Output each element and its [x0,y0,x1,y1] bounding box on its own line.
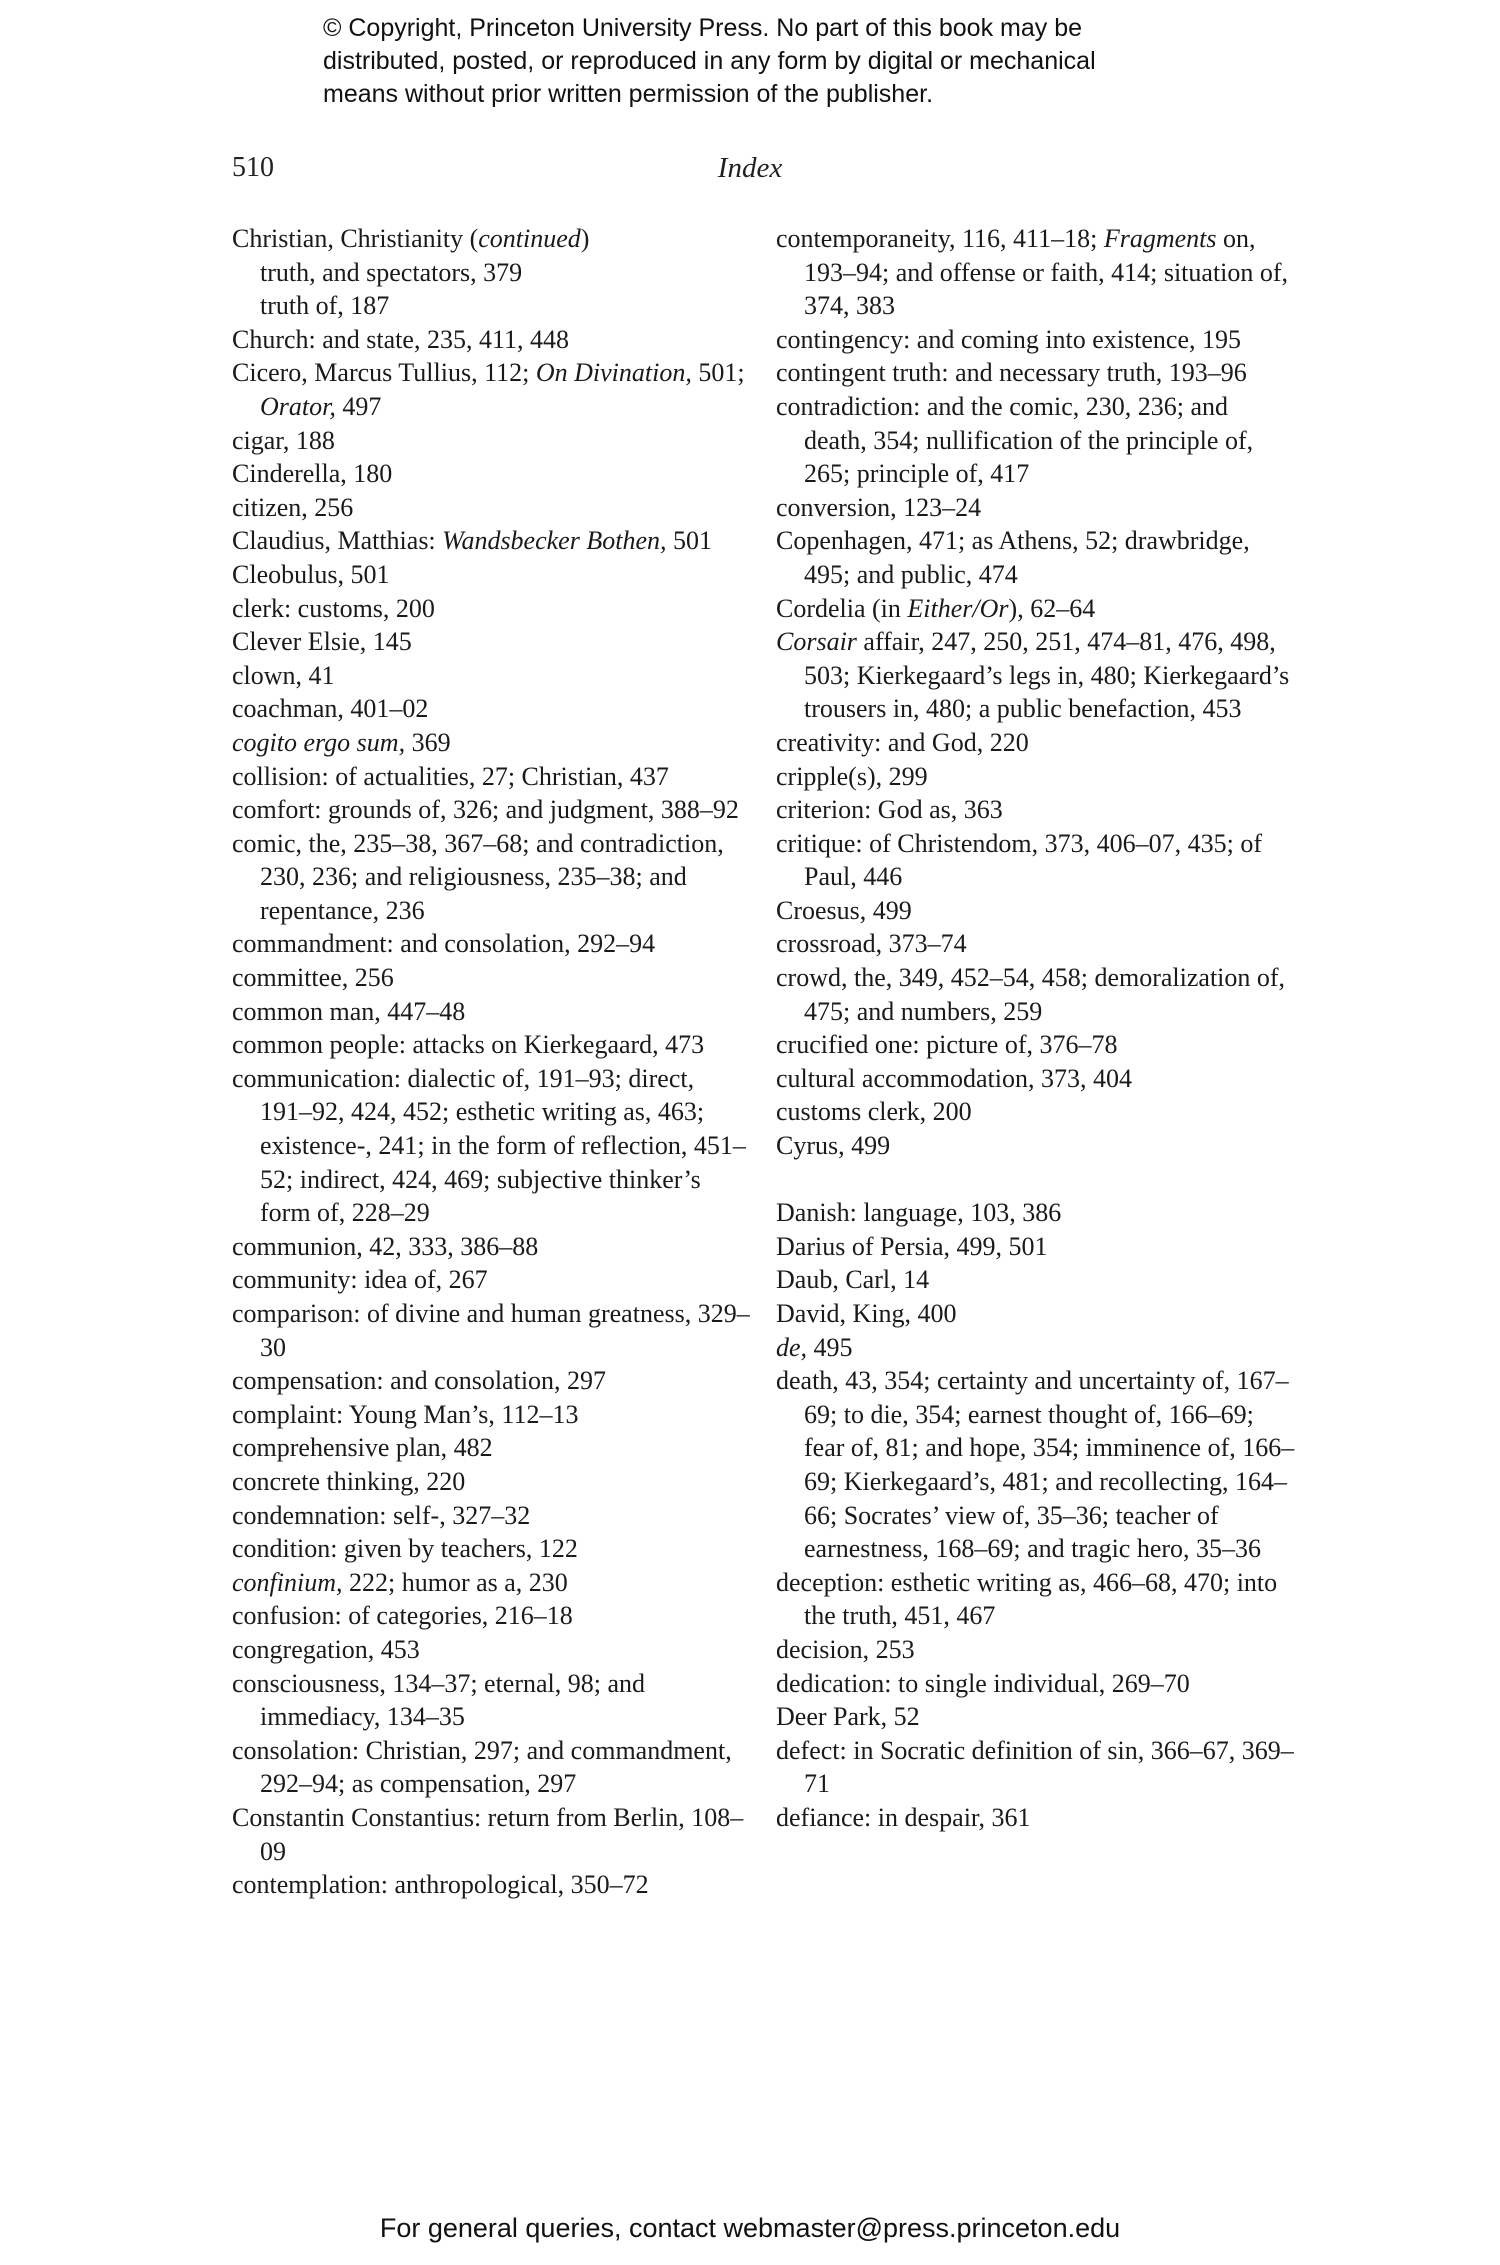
index-text: defect: in Socratic definition of sin, 366–67, 369–71 [776,1735,1294,1799]
index-text: comfort: grounds of, 326; and judgment, 388–92 [232,795,739,825]
running-head: Index [717,152,783,184]
index-column-right [776,222,1296,1835]
index-entry [776,726,1296,760]
index-text: ) [580,224,590,253]
index-text: coachman, 401–02 [232,694,429,724]
index-text: Danish: language, 103, 386 [776,1198,1062,1228]
index-text: 495 [807,1332,853,1362]
index-text: Clever Elsie, 145 [232,627,412,657]
index-entry [776,625,1296,726]
index-entry [776,1062,1296,1096]
index-text: consolation: Christian, 297; and commandment, 292–94; as compensation, 297 [232,1735,732,1799]
index-entry [776,1095,1296,1129]
index-text: complaint: Young Man’s, 112–13 [232,1399,579,1429]
index-text: confusion: of categories, 216–18 [232,1601,573,1631]
index-entry [776,760,1296,794]
index-entry [776,356,1296,390]
index-text: Cyrus, 499 [776,1131,891,1161]
index-entry [232,222,752,256]
index-text: concrete thinking, 220 [232,1466,466,1496]
index-entry [776,1297,1296,1331]
index-entry [232,726,752,760]
index-text: cripple(s), 299 [776,761,928,791]
index-text: crucified one: picture of, 376–78 [776,1030,1118,1060]
index-text: compensation: and consolation, 297 [232,1366,607,1396]
index-text: comprehensive plan, 482 [232,1433,493,1463]
index-text: Cicero, Marcus Tullius, 112; [232,358,536,388]
index-text: critique: of Christendom, 373, 406–07, 435; of Paul, 446 [776,828,1263,892]
index-entry [232,524,752,558]
index-entry [232,1801,752,1868]
index-entry [776,961,1296,1028]
copyright-notice [323,12,1323,111]
index-text: affair, 247, 250, 251, 474–81, 476, 498, 503; Kierkegaard’s legs in, 480; Kierkegaard’s trousers in, 480; a public benefaction, 453 [804,627,1290,724]
index-text: 369 [405,727,451,757]
index-entry [232,995,752,1029]
index-entry [232,1465,752,1499]
index-entry [232,558,752,592]
copyright-line: distributed, posted, or reproduced in any form by digital or mechanical [323,47,1096,75]
index-entry [776,1364,1296,1566]
index-text: Copenhagen, 471; as Athens, 52; drawbridge, 495; and public, 474 [776,526,1250,589]
index-entry [232,1364,752,1398]
index-entry [232,1062,752,1230]
index-entry [232,1499,752,1533]
index-text: common people: attacks on Kierkegaard, 473 [232,1030,705,1060]
index-text: Church: and state, 235, 411, 448 [232,324,569,354]
index-entry [776,1028,1296,1062]
index-text: cigar, 188 [232,425,335,455]
index-text: decision, 253 [776,1634,915,1664]
index-entry [776,1196,1296,1230]
index-text: death, 43, 354; certainty and uncertainty of, 167–69; to die, 354; earnest thought of, 166–69; fear of, 81; and hope, 354; imminence of, 166–69; Kierkegaard’s, 481; and recollecting, 164–66; Socrates’ view of, 35–36; teacher of earnestness, 168–69; and tragic hero, 35–36 [776,1366,1295,1564]
index-text: commandment: and consolation, 292–94 [232,929,656,959]
index-text: Claudius, Matthias: [232,526,443,556]
index-column-left [232,222,752,1902]
index-entry [232,1398,752,1432]
index-italic-text: Either/Or [907,593,1009,623]
index-entry [776,1263,1296,1297]
index-entry [232,961,752,995]
index-entry [776,390,1296,491]
index-text: condemnation: self-, 327–32 [232,1500,531,1530]
index-entry [776,222,1296,323]
index-entry [776,1633,1296,1667]
index-italic-text: Orator, [260,391,336,421]
index-text: consciousness, 134–37; eternal, 98; and immediacy, 134–35 [232,1668,646,1732]
index-text: deception: esthetic writing as, 466–68, 470; into the truth, 451, 467 [776,1567,1278,1631]
index-text: contemporaneity, 116, 411–18; [776,224,1104,253]
index-entry [776,827,1296,894]
index-text: on, 193–94; and offense or faith, 414; situation of, 374, 383 [804,224,1289,321]
index-text: 222; humor as a, 230 [342,1567,568,1597]
index-entry [232,1532,752,1566]
index-text: communion, 42, 333, 386–88 [232,1231,539,1261]
index-entry [232,1566,752,1600]
index-entry [776,1734,1296,1801]
index-entry [776,592,1296,626]
index-text: Christian, Christianity ( [232,224,479,253]
index-text: crowd, the, 349, 452–54, 458; demoralization of, 475; and numbers, 259 [776,963,1286,1026]
index-text: clerk: customs, 200 [232,593,435,623]
index-text: Daub, Carl, 14 [776,1265,930,1295]
index-entry [232,1868,752,1902]
index-text: 501 [666,526,712,556]
index-text: Cleobulus, 501 [232,559,390,589]
index-text: 501; [691,358,745,388]
index-text: collision: of actualities, 27; Christian, 437 [232,761,669,791]
index-text: dedication: to single individual, 269–70 [776,1668,1190,1698]
index-text: community: idea of, 267 [232,1265,488,1295]
index-entry [232,1667,752,1734]
index-text: conversion, 123–24 [776,492,982,522]
index-entry [776,524,1296,591]
index-entry [776,894,1296,928]
index-entry [776,927,1296,961]
index-text: citizen, 256 [232,492,354,522]
index-entry [232,356,752,423]
index-entry [776,793,1296,827]
index-entry [232,625,752,659]
index-text: condition: given by teachers, 122 [232,1534,578,1564]
index-entry [776,1230,1296,1264]
index-text: Cinderella, 180 [232,459,393,489]
index-entry [232,793,752,827]
index-entry [232,323,752,357]
index-text: customs clerk, 200 [776,1097,972,1127]
index-entry [232,659,752,693]
index-text: cultural accommodation, 373, 404 [776,1063,1132,1093]
index-text: creativity: and God, 220 [776,727,1029,757]
index-italic-text: continued [478,224,581,253]
index-text: comic, the, 235–38, 367–68; and contradiction, 230, 236; and religiousness, 235–38; and repentance, 236 [232,828,724,925]
index-entry [232,1599,752,1633]
copyright-line: means without prior written permission of the publisher. [323,80,934,108]
index-text: Darius of Persia, 499, 501 [776,1231,1048,1261]
index-entry [232,927,752,961]
index-italic-text: Fragments [1103,224,1217,253]
index-entry [232,1297,752,1364]
index-entry [776,1331,1296,1365]
footer-contact: For general queries, contact webmaster@press.princeton.edu [379,2213,1121,2243]
index-text: contemplation: anthropological, 350–72 [232,1870,649,1900]
index-entry [232,424,752,458]
index-text: committee, 256 [232,963,394,993]
index-entry [776,1566,1296,1633]
index-entry [232,1230,752,1264]
index-text: truth, and spectators, 379 [260,257,523,287]
index-text: ), 62–64 [1008,593,1096,623]
index-italic-text: On Divination, [535,358,692,388]
index-entry [232,760,752,794]
index-text: 497 [335,391,382,421]
index-italic-text: Corsair [776,627,857,657]
index-text: communication: dialectic of, 191–93; direct, 191–92, 424, 452; esthetic writing as, 463; existence-, 241; in the form of reflection, 451–52; indirect, 424, 469; subjective thinker’s form of, 228–29 [232,1063,746,1228]
index-text: Cordelia (in [776,593,908,623]
index-text: Deer Park, 52 [776,1702,920,1732]
page-number: 510 [232,152,274,183]
index-text: David, King, 400 [776,1299,957,1328]
index-entry [232,1263,752,1297]
index-text: Constantin Constantius: return from Berlin, 108–09 [232,1802,744,1866]
index-entry [232,491,752,525]
index-entry [776,1700,1296,1734]
index-italic-text: de, [776,1332,808,1362]
index-entry [776,1667,1296,1701]
index-text: crossroad, 373–74 [776,929,967,959]
index-subentry [232,289,752,323]
copyright-line: © Copyright, Princeton University Press. No part of this book may be [323,14,1083,42]
index-text: defiance: in despair, 361 [776,1802,1031,1832]
index-entry [776,1801,1296,1835]
index-entry [232,592,752,626]
index-text: contingency: and coming into existence, 195 [776,324,1241,354]
index-entry [232,1028,752,1062]
index-entry [776,1129,1296,1163]
index-entry [232,827,752,928]
index-text: congregation, 453 [232,1634,420,1664]
index-entry [776,323,1296,357]
index-italic-text: confinium, [232,1567,343,1597]
index-entry [232,457,752,491]
index-text: clown, 41 [232,660,335,690]
index-text: contradiction: and the comic, 230, 236; and death, 354; nullification of the principle of, 265; principle of, 417 [776,391,1254,489]
index-entry [776,491,1296,525]
index-text: contingent truth: and necessary truth, 193–96 [776,358,1247,388]
index-entry [232,692,752,726]
index-entry [232,1734,752,1801]
index-text: common man, 447–48 [232,996,466,1026]
index-subentry [232,256,752,290]
index-text: truth of, 187 [260,291,390,321]
index-entry [232,1633,752,1667]
index-italic-text: Wandsbecker Bothen, [442,526,667,556]
index-text: comparison: of divine and human greatness, 329–30 [232,1299,750,1362]
index-entry [232,1431,752,1465]
index-text: criterion: God as, 363 [776,795,1003,825]
index-text: Croesus, 499 [776,895,912,925]
index-italic-text: cogito ergo sum, [232,727,406,757]
